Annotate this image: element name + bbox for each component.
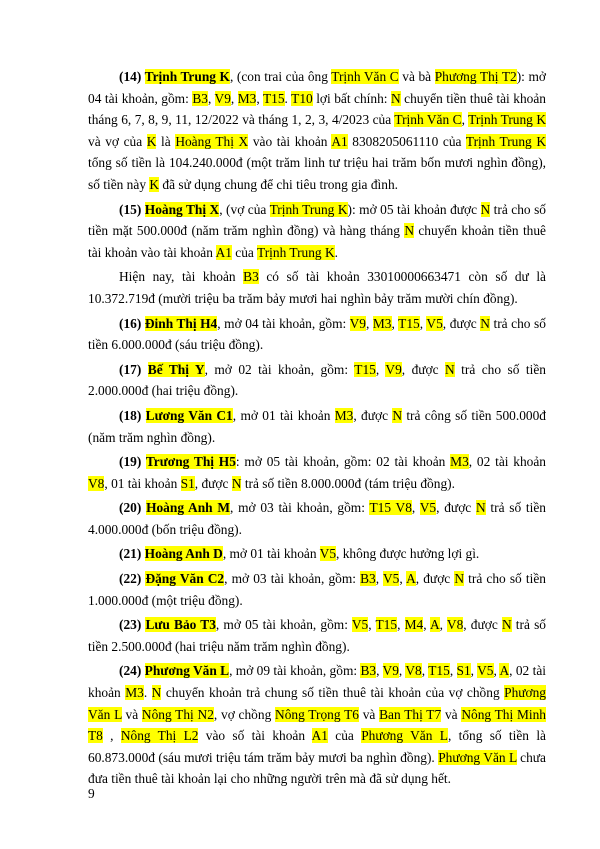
highlighted-text: V8 <box>446 617 464 633</box>
highlighted-text: T15 <box>428 663 450 679</box>
body-text: ): mở 05 tài khoản được <box>347 201 481 217</box>
paragraph <box>88 451 546 494</box>
highlighted-text: B3 <box>192 90 208 106</box>
highlighted-text: A1 <box>215 244 232 260</box>
body-text: , mở 01 tài khoản <box>232 407 335 423</box>
highlighted-text: Trịnh Trung K <box>256 244 335 260</box>
highlighted-text: Nông Thị Minh T8 <box>88 706 546 744</box>
document-body <box>88 66 546 793</box>
body-text: , <box>230 90 238 106</box>
person-name: Đinh Thị H4 <box>144 315 218 331</box>
body-text: 8308205061110 của <box>347 133 466 149</box>
highlighted-text: N <box>480 201 491 217</box>
body-text: . <box>284 90 292 106</box>
highlighted-text: T15 <box>375 617 398 633</box>
body-text: . <box>143 685 152 701</box>
body-text: , <box>391 315 399 331</box>
body-text: , tổng số tiền là 60.873.000đ (sáu mươi triệu tám trăm bảy mươi ba nghìn đồng). <box>88 728 546 765</box>
paragraph <box>88 543 546 565</box>
highlighted-text: V5 <box>477 663 494 679</box>
body-text: , được <box>436 500 476 516</box>
body-text: , không được hưởng lợi gì. <box>336 546 480 562</box>
highlighted-text: B3 <box>360 663 377 679</box>
highlighted-text: V5 <box>319 546 337 562</box>
body-text: lợi bất chính: <box>312 90 391 106</box>
highlighted-text: M3 <box>372 315 392 331</box>
paragraph <box>88 614 546 657</box>
body-text: đã sử dụng chung để chi tiêu trong gia đình. <box>159 176 398 192</box>
item-number: (22) <box>119 571 146 587</box>
paragraph <box>88 313 546 356</box>
highlighted-text: V5 <box>351 617 369 633</box>
highlighted-text: A1 <box>331 133 348 149</box>
highlighted-text: M3 <box>125 685 144 701</box>
body-text: , (con trai của ông <box>229 69 332 84</box>
body-text: chưa đưa tiền thuê tài khoản lại cho những người trên mà đã sử dụng hết. <box>88 749 546 787</box>
highlighted-text: M4 <box>404 617 424 633</box>
highlighted-text: N <box>391 90 401 106</box>
paragraph <box>88 405 546 448</box>
item-number: (14) <box>119 69 145 84</box>
highlighted-text: T15 <box>354 361 376 377</box>
paragraph <box>88 497 546 540</box>
body-text: trả số tiền 2.500.000đ (hai triệu năm trăm nghìn đồng). <box>88 617 546 654</box>
body-text: , mở 09 tài khoản, gồm: <box>229 663 361 679</box>
highlighted-text: Trịnh Trung K <box>269 201 348 217</box>
highlighted-text: Phương Thị T2 <box>434 69 517 84</box>
body-text: vào số tài khoản <box>198 728 312 744</box>
item-number: (15) <box>119 201 145 217</box>
paragraph <box>88 66 546 196</box>
body-text: , <box>439 617 447 633</box>
highlighted-text: N <box>501 617 512 633</box>
body-text: tổng số tiền là 104.240.000đ (một trăm linh tư triệu hai trăm bốn mươi nghìn đồng), số tiền này <box>88 155 546 192</box>
body-text: , 01 tài khoản <box>104 475 181 491</box>
body-text: , mở 04 tài khoản, gồm: <box>217 315 350 331</box>
body-text: và <box>358 706 380 722</box>
highlighted-text: A <box>406 571 416 587</box>
paragraph <box>88 199 546 264</box>
highlighted-text: V9 <box>349 315 366 331</box>
highlighted-text: Trịnh Trung K <box>465 133 547 149</box>
item-number: (16) <box>119 315 145 331</box>
body-text: , mở 03 tài khoản, gồm: <box>224 571 361 587</box>
body-text: , <box>399 571 407 587</box>
body-text: và <box>121 706 142 722</box>
highlighted-text: V8 <box>88 475 105 491</box>
person-name: Lương Văn C1 <box>145 407 233 423</box>
highlighted-text: V9 <box>214 90 231 106</box>
highlighted-text: N <box>445 361 455 377</box>
body-text: trả cho số tiền 6.000.000đ (sáu triệu đồng). <box>88 315 546 353</box>
body-text: , mở 03 tài khoản, gồm: <box>229 500 370 516</box>
item-number: (19) <box>119 454 146 470</box>
body-text: , 02 tài khoản <box>88 663 546 701</box>
highlighted-text: Trịnh Văn C <box>394 112 462 128</box>
highlighted-text: V5 <box>426 315 443 331</box>
body-text: , mở 01 tài khoản <box>222 546 320 562</box>
body-text: , vợ chồng <box>213 706 276 722</box>
highlighted-text: N <box>475 500 486 516</box>
item-number: (21) <box>119 546 145 562</box>
body-text: , <box>376 663 383 679</box>
highlighted-text: N <box>231 475 242 491</box>
highlighted-text: N <box>454 571 465 587</box>
body-text: , 02 tài khoản <box>468 454 546 470</box>
body-text: và bà <box>398 69 435 84</box>
body-text: trả cho số tiền 1.000.000đ (một triệu đồng). <box>88 571 546 608</box>
highlighted-text: Trịnh Văn C <box>331 69 399 84</box>
body-text: , <box>397 617 405 633</box>
paragraph <box>88 359 546 402</box>
highlighted-text: T15 V8 <box>369 500 412 516</box>
body-text: , được <box>194 475 232 491</box>
body-text: , <box>375 361 386 377</box>
highlighted-text: Phương Văn L <box>88 685 546 722</box>
item-number: (23) <box>119 617 146 633</box>
page-number: 9 <box>88 786 95 801</box>
body-text: chuyển khoản trả chung số tiền thuê tài khoản của vợ chồng <box>161 685 505 701</box>
highlighted-text: N <box>392 407 403 423</box>
body-text: , được <box>353 407 393 423</box>
highlighted-text: T10 <box>291 90 313 106</box>
body-text: , <box>365 315 373 331</box>
body-text: , mở 05 tài khoản, gồm: <box>215 617 352 633</box>
body-text: trả cho số tiền mặt 500.000đ (năm trăm nghìn đồng) và hàng tháng <box>88 201 546 239</box>
highlighted-text: Nông Thị N2 <box>141 706 214 722</box>
paragraph <box>88 660 546 790</box>
body-text: trả số tiền 4.000.000đ (bốn triệu đồng). <box>88 500 546 537</box>
body-text: , <box>375 571 383 587</box>
body-text: , <box>423 617 430 633</box>
highlighted-text: V9 <box>385 361 402 377</box>
body-text: , <box>470 663 478 679</box>
body-text: và vợ của <box>88 133 147 149</box>
body-text: vào tài khoản <box>248 133 332 149</box>
body-text: , <box>421 663 429 679</box>
highlighted-text: V8 <box>405 663 422 679</box>
highlighted-text: T15 <box>398 315 420 331</box>
highlighted-text: B3 <box>243 269 259 285</box>
highlighted-text: S1 <box>180 475 195 491</box>
highlighted-text: V5 <box>382 571 400 587</box>
item-number: (18) <box>119 407 146 423</box>
body-text: , <box>256 90 263 106</box>
body-text: của <box>231 244 257 260</box>
body-text: , được <box>401 361 446 377</box>
body-text: , được <box>442 315 481 331</box>
item-number: (20) <box>119 500 147 516</box>
highlighted-text: Hoàng Thị X <box>175 133 249 149</box>
highlighted-text: M3 <box>237 90 257 106</box>
body-text: là <box>156 133 176 149</box>
body-text: của <box>327 728 362 744</box>
person-name: Trương Thị H5 <box>145 454 236 470</box>
body-text: , <box>461 112 469 128</box>
body-text: , được <box>415 571 455 587</box>
body-text: . <box>334 244 338 260</box>
highlighted-text: N <box>404 223 414 239</box>
person-name: Hoàng Thị X <box>144 201 220 217</box>
body-text: và <box>441 706 462 722</box>
person-name: Bế Thị Y <box>147 361 205 377</box>
person-name: Trịnh Trung K <box>144 69 230 84</box>
paragraph <box>88 568 546 611</box>
highlighted-text: A <box>499 663 510 679</box>
person-name: Hoàng Anh M <box>146 500 230 516</box>
body-text: trả cho số tiền 2.000.000đ (hai triệu đồng). <box>88 361 546 399</box>
body-text: , <box>493 663 500 679</box>
highlighted-text: T15 <box>262 90 285 106</box>
body-text: Hiện nay, tài khoản <box>119 269 244 285</box>
highlighted-text: B3 <box>360 571 376 587</box>
item-number: (17) <box>119 361 148 377</box>
body-text: , <box>449 663 457 679</box>
item-number: (24) <box>119 663 145 679</box>
body-text: ): mở 04 tài khoản, gồm: <box>88 69 546 106</box>
highlighted-text: V5 <box>419 500 437 516</box>
body-text: , <box>398 663 406 679</box>
highlighted-text: Phương Văn L <box>361 728 448 744</box>
highlighted-text: N <box>151 685 162 701</box>
body-text: , mở 02 tài khoản, gồm: <box>204 361 355 377</box>
person-name: Lưu Bảo T3 <box>145 617 216 633</box>
body-text: trả số tiền 8.000.000đ (tám triệu đồng). <box>241 475 455 491</box>
highlighted-text: Phương Văn L <box>438 749 517 765</box>
highlighted-text: N <box>480 315 490 331</box>
highlighted-text: Nông Trọng T6 <box>275 706 359 722</box>
body-text: , được <box>463 617 502 633</box>
person-name: Hoàng Anh D <box>144 546 223 562</box>
body-text: : mở 05 tài khoản, gồm: 02 tài khoản <box>235 454 451 470</box>
person-name: Đặng Văn C2 <box>145 571 225 587</box>
body-text: chuyển tiền thuê tài khoản tháng 6, 7, 8, 9, 11, 12/2022 và tháng 1, 2, 3, 4/2023 của <box>88 90 546 128</box>
highlighted-text: Ban Thị T7 <box>379 706 442 722</box>
highlighted-text: M3 <box>450 454 469 470</box>
body-text: , <box>419 315 427 331</box>
highlighted-text: K <box>149 176 160 192</box>
highlighted-text: S1 <box>456 663 471 679</box>
body-text: , <box>411 500 420 516</box>
body-text: , <box>207 90 215 106</box>
body-text: chuyển khoản tiền thuê tài khoản vào tài khoản <box>88 223 546 260</box>
paragraph <box>88 266 546 309</box>
body-text: có số tài khoản 33010000663471 còn số dư là 10.372.719đ (mười triệu ba trăm bảy mươi hai nghìn bảy trăm mười chín đồng). <box>88 269 546 306</box>
body-text: , <box>368 617 376 633</box>
highlighted-text: A1 <box>311 728 328 744</box>
body-text: , (vợ của <box>219 201 270 217</box>
highlighted-text: V9 <box>382 663 399 679</box>
highlighted-text: Trịnh Trung K <box>468 112 546 128</box>
highlighted-text: K <box>146 133 157 149</box>
highlighted-text: Nông Thị L2 <box>120 728 199 744</box>
body-text: , <box>102 728 121 744</box>
highlighted-text: M3 <box>334 407 354 423</box>
person-name: Phương Văn L <box>144 663 230 679</box>
body-text: trả công số tiền 500.000đ (năm trăm nghìn đồng). <box>88 407 546 445</box>
highlighted-text: A <box>429 617 440 633</box>
